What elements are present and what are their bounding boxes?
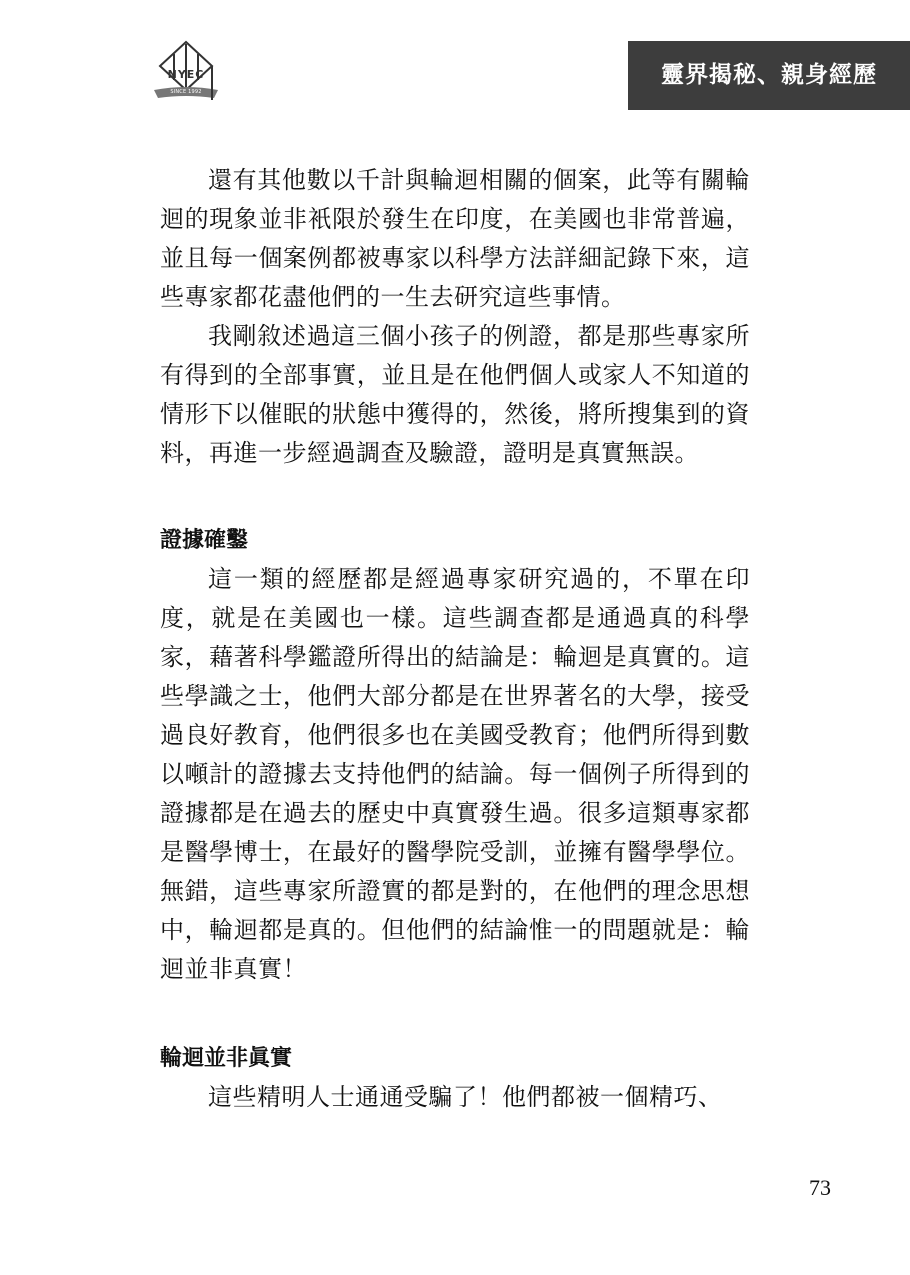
chapter-title-tab: 靈界揭秘、親身經歷	[628, 41, 910, 110]
paragraph: 我剛敘述過這三個小孩子的例證，都是那些專家所有得到的全部事實，並且是在他們個人或家人不知道的情形下以催眠的狀態中獲得的，然後，將所搜集到的資料，再進一步經過調查及驗證，證明是真實無誤。	[160, 322, 750, 467]
nyec-logo	[150, 40, 222, 106]
logo-since: SINCE 1992	[170, 89, 202, 95]
section-heading: 輪迴並非眞實	[160, 1046, 293, 1071]
page-number: 73	[809, 1175, 831, 1200]
paragraph: 還有其他數以千計與輪迴相關的個案，此等有關輪迴的現象並非衹限於發生在印度，在美國也非常普遍，並且每一個案例都被專家以科學方法詳細記錄下來，這些專家都花盡他們的一生去研究這些事情。	[160, 166, 750, 311]
page-body	[160, 161, 750, 1117]
paragraph: 這些精明人士通通受騙了！他們都被一個精巧、	[208, 1083, 723, 1111]
section-heading: 證據確鑿	[160, 528, 249, 553]
logo-code: NYEC	[167, 68, 205, 81]
paragraph: 這一類的經歷都是經過專家研究過的，不單在印度，就是在美國也一樣。這些調查都是通過真的科學家，藉著科學鑑證所得出的結論是：輪迴是真實的。這些學識之士，他們大部分都是在世界著名的大學，接受過良好教育，他們很多也在美國受教育；他們所得到數以噸計的證據去支持他們的結論。每一個例子所得到的證據都是在過去的歷史中真實發生過。很多這類專家都是醫學博士，在最好的醫學院受訓，並擁有醫學學位。無錯，這些專家所證實的都是對的，在他們的理念思想中，輪迴都是真的。但他們的結論惟一的問題就是：輪迴並非真實！	[160, 565, 750, 983]
